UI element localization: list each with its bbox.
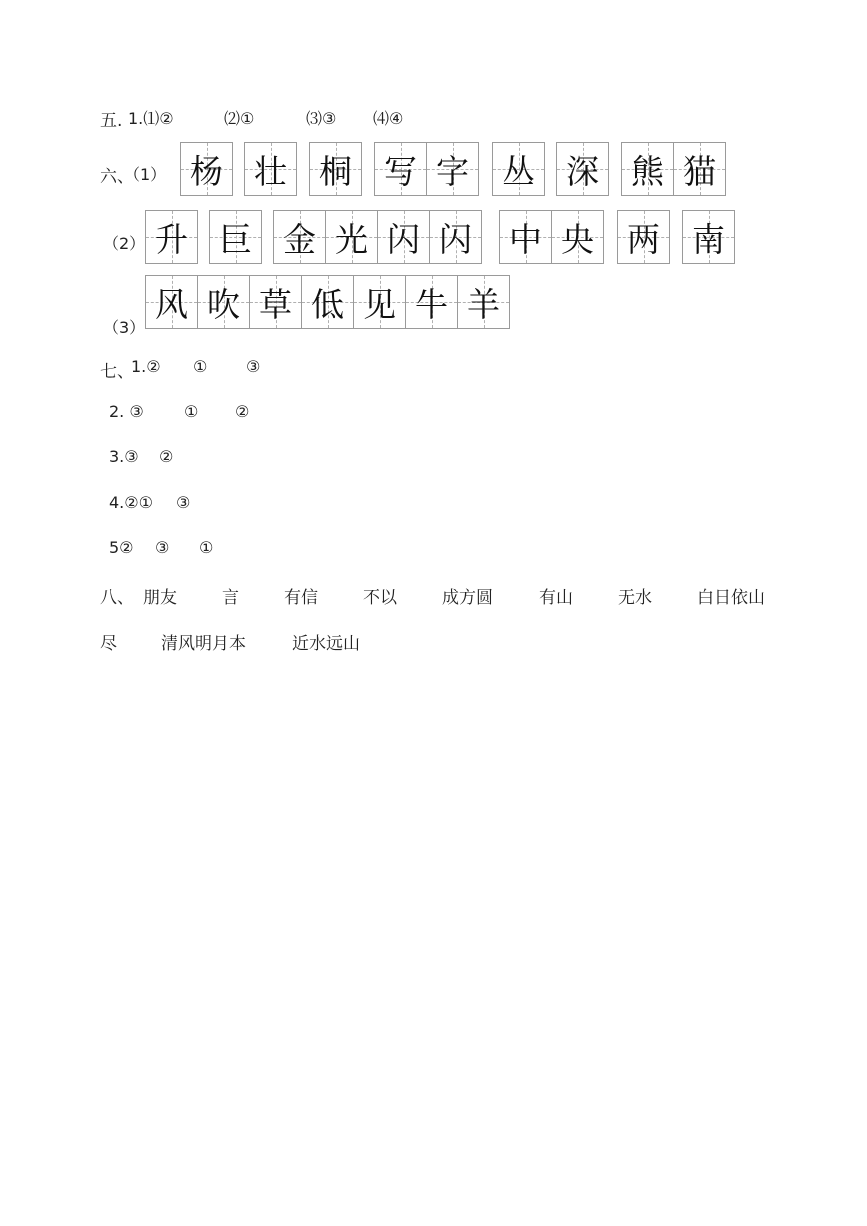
s7-row5-a: 5② [109, 538, 134, 557]
char-text: 牛 [415, 284, 448, 324]
char-text: 杨 [190, 151, 223, 191]
char-grid-group [180, 142, 233, 196]
s5-answer-2: ⑵① [224, 109, 255, 128]
s7-row2-a: 2. ③ [109, 402, 144, 421]
s5-answer-1: 1.⑴② [128, 109, 174, 128]
s7-row4-b: ③ [176, 493, 191, 512]
s7-row2-c: ② [235, 402, 250, 421]
char-cell [325, 210, 378, 264]
s8-l2-1: 清风明月本 [161, 634, 246, 654]
char-cell [621, 142, 674, 196]
char-cell [249, 275, 302, 329]
char-text: 南 [692, 219, 725, 259]
char-grid-group [309, 142, 362, 196]
char-text: 见 [363, 284, 396, 324]
s8-l1-1: 言 [222, 588, 239, 608]
section-6-heading: 六、 [100, 167, 134, 187]
char-cell [617, 210, 670, 264]
s8-l2-0: 尽 [100, 634, 117, 654]
char-cell [353, 275, 406, 329]
s7-row2-b: ① [184, 402, 199, 421]
char-text: 闪 [439, 219, 472, 259]
char-grid-group [244, 142, 297, 196]
s6-row1-label: （1） [124, 165, 167, 184]
s8-l1-6: 无水 [618, 588, 652, 608]
char-text: 金 [283, 219, 316, 259]
char-text: 光 [335, 219, 368, 259]
s8-l1-0: 朋友 [143, 588, 177, 608]
char-grid-group [682, 210, 735, 264]
char-cell [457, 275, 510, 329]
char-cell [145, 210, 198, 264]
char-grid-group [492, 142, 545, 196]
char-text: 写 [384, 151, 417, 191]
s8-l1-3: 不以 [363, 588, 397, 608]
char-cell [301, 275, 354, 329]
char-text: 巨 [219, 219, 252, 259]
char-text: 桐 [319, 151, 352, 191]
s7-row3-a: 3.③ [109, 447, 139, 466]
char-text: 两 [627, 219, 660, 259]
s8-l1-5: 有山 [539, 588, 573, 608]
section-8-heading: 八、 [100, 588, 134, 608]
char-cell [197, 275, 250, 329]
char-grid-group [145, 275, 510, 329]
char-cell [244, 142, 297, 196]
char-cell [145, 275, 198, 329]
char-grid-group [273, 210, 482, 264]
char-text: 猫 [683, 151, 716, 191]
char-cell [551, 210, 604, 264]
char-grid-group [499, 210, 604, 264]
char-cell [682, 210, 735, 264]
char-text: 熊 [631, 151, 664, 191]
char-cell [426, 142, 479, 196]
char-text: 闪 [387, 219, 420, 259]
char-text: 升 [155, 219, 188, 259]
char-cell [492, 142, 545, 196]
s6-row3-label: （3） [103, 318, 146, 337]
s6-row2-label: （2） [103, 234, 146, 253]
section-5-heading: 五. [100, 111, 123, 131]
s7-row5-b: ③ [155, 538, 170, 557]
char-grid-group [374, 142, 479, 196]
s8-l2-2: 近水远山 [292, 634, 360, 654]
char-text: 中 [509, 219, 542, 259]
s7-row1-a: 1.② [131, 357, 161, 376]
char-cell [209, 210, 262, 264]
char-cell [429, 210, 482, 264]
char-cell [377, 210, 430, 264]
s5-answer-4: ⑷④ [373, 109, 404, 128]
char-text: 壮 [254, 151, 287, 191]
char-text: 吹 [207, 284, 240, 324]
char-cell [180, 142, 233, 196]
char-grid-group [621, 142, 726, 196]
char-text: 低 [311, 284, 344, 324]
s7-row4-a: 4.②① [109, 493, 153, 512]
char-text: 草 [259, 284, 292, 324]
s7-row1-c: ③ [246, 357, 261, 376]
char-cell [556, 142, 609, 196]
char-cell [405, 275, 458, 329]
char-grid-group [145, 210, 198, 264]
char-grid-group [556, 142, 609, 196]
char-cell [374, 142, 427, 196]
s8-l1-7: 白日依山 [697, 588, 765, 608]
char-grid-group [617, 210, 670, 264]
char-cell [499, 210, 552, 264]
char-grid-group [209, 210, 262, 264]
s7-row5-c: ① [199, 538, 214, 557]
char-text: 央 [561, 219, 594, 259]
char-cell [309, 142, 362, 196]
s8-l1-4: 成方圆 [442, 588, 493, 608]
char-text: 羊 [467, 284, 500, 324]
char-cell [273, 210, 326, 264]
s7-row1-b: ① [193, 357, 208, 376]
section-7-heading: 七、 [100, 362, 134, 382]
char-text: 丛 [502, 151, 535, 191]
s8-l1-2: 有信 [284, 588, 318, 608]
char-text: 风 [155, 284, 188, 324]
char-cell [673, 142, 726, 196]
s5-answer-3: ⑶③ [306, 109, 337, 128]
char-text: 深 [566, 151, 599, 191]
char-text: 字 [436, 151, 469, 191]
s7-row3-b: ② [159, 447, 174, 466]
